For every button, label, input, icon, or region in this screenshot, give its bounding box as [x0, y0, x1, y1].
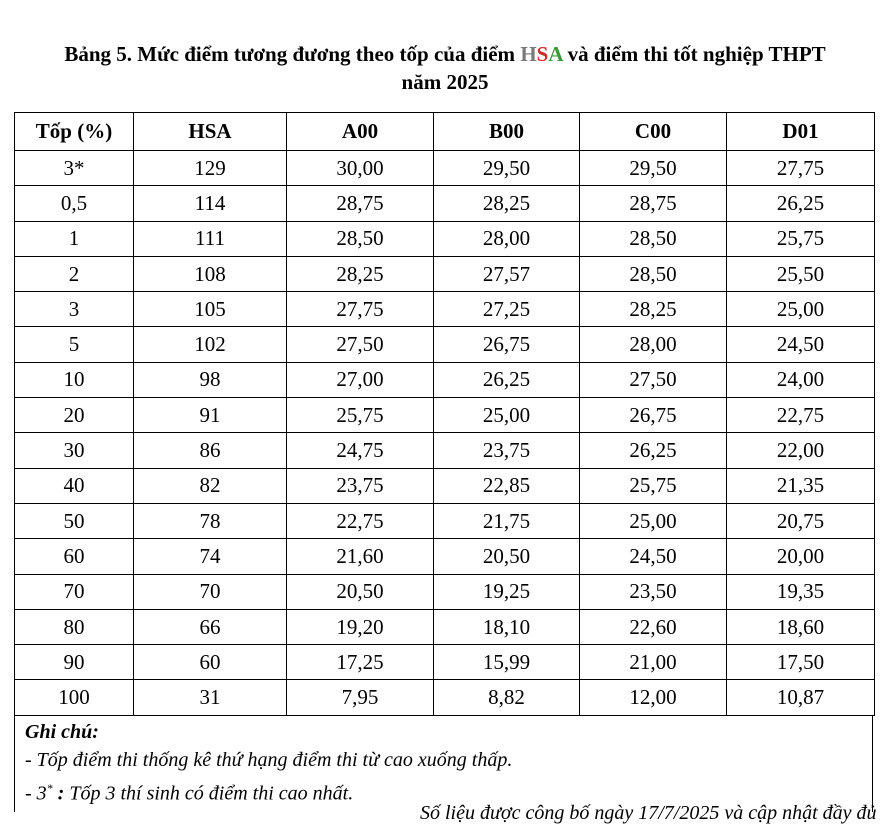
table-cell: 10 — [15, 362, 134, 397]
note-line-2-asterisk: * — [46, 781, 53, 795]
notes-section — [14, 716, 873, 812]
table-cell: 91 — [134, 398, 287, 433]
table-cell: 29,50 — [580, 151, 727, 186]
table-cell: 17,25 — [287, 645, 434, 680]
truncated-note-line: Số liệu được công bố ngày 17/7/2025 và cập nhật đầy đủ — [420, 802, 877, 824]
table-cell: 19,25 — [434, 574, 580, 609]
table-header-row — [15, 113, 875, 151]
table-row — [15, 327, 875, 362]
column-header: C00 — [580, 113, 727, 151]
table-row — [15, 186, 875, 221]
table-title — [0, 40, 890, 96]
title-line-2: năm 2025 — [401, 70, 489, 94]
table-row — [15, 362, 875, 397]
table-cell: 25,00 — [727, 292, 875, 327]
table-cell: 20,50 — [287, 574, 434, 609]
table-cell: 27,50 — [580, 362, 727, 397]
table-cell: 50 — [15, 503, 134, 538]
table-cell: 25,50 — [727, 256, 875, 291]
title-hsa-letter-s: S — [536, 42, 549, 66]
table-cell: 28,25 — [434, 186, 580, 221]
table-cell: 24,75 — [287, 433, 434, 468]
table-cell: 24,50 — [580, 539, 727, 574]
table-row — [15, 468, 875, 503]
table-cell: 19,35 — [727, 574, 875, 609]
table-cell: 20 — [15, 398, 134, 433]
table-cell: 28,00 — [434, 221, 580, 256]
notes-heading: Ghi chú: — [25, 721, 99, 743]
table-cell: 28,50 — [287, 221, 434, 256]
column-header: Tốp (%) — [15, 113, 134, 151]
table-cell: 24,50 — [727, 327, 875, 362]
table-cell: 86 — [134, 433, 287, 468]
table-cell: 28,75 — [580, 186, 727, 221]
note-line-2-colon: : — [52, 782, 65, 805]
table-cell: 26,25 — [580, 433, 727, 468]
table-cell: 29,50 — [434, 151, 580, 186]
table-cell: 3 — [15, 292, 134, 327]
table-cell: 18,60 — [727, 609, 875, 644]
table-body — [15, 151, 875, 716]
table-cell: 27,75 — [287, 292, 434, 327]
table-cell: 66 — [134, 609, 287, 644]
table-cell: 74 — [134, 539, 287, 574]
table-cell: 28,50 — [580, 221, 727, 256]
table-cell: 98 — [134, 362, 287, 397]
table-cell: 40 — [15, 468, 134, 503]
table-cell: 19,20 — [287, 609, 434, 644]
table-cell: 7,95 — [287, 680, 434, 715]
table-row — [15, 609, 875, 644]
title-hsa-letter-h: H — [520, 42, 537, 66]
table-cell: 24,00 — [727, 362, 875, 397]
table-cell: 102 — [134, 327, 287, 362]
table-cell: 15,99 — [434, 645, 580, 680]
table-cell: 17,50 — [727, 645, 875, 680]
table-cell: 5 — [15, 327, 134, 362]
table-cell: 20,00 — [727, 539, 875, 574]
table-cell: 27,57 — [434, 256, 580, 291]
table-cell: 21,75 — [434, 503, 580, 538]
column-header: D01 — [727, 113, 875, 151]
table-cell: 129 — [134, 151, 287, 186]
table-cell: 25,75 — [580, 468, 727, 503]
table-cell: 28,50 — [580, 256, 727, 291]
table-cell: 22,85 — [434, 468, 580, 503]
table-cell: 22,60 — [580, 609, 727, 644]
column-header: B00 — [434, 113, 580, 151]
table-cell: 28,25 — [287, 256, 434, 291]
title-hsa-letter-a: A — [548, 42, 563, 66]
note-line-2-prefix: - 3 — [25, 782, 47, 805]
table-cell: 30,00 — [287, 151, 434, 186]
table-cell: 0,5 — [15, 186, 134, 221]
table-cell: 108 — [134, 256, 287, 291]
column-header: HSA — [134, 113, 287, 151]
table-cell: 10,87 — [727, 680, 875, 715]
table-cell: 27,00 — [287, 362, 434, 397]
table-cell: 26,75 — [580, 398, 727, 433]
table-cell: 30 — [15, 433, 134, 468]
table-row — [15, 398, 875, 433]
table-cell: 27,75 — [727, 151, 875, 186]
score-equivalence-table — [14, 112, 875, 716]
table-cell: 26,25 — [727, 186, 875, 221]
table-cell: 25,00 — [580, 503, 727, 538]
table-cell: 26,25 — [434, 362, 580, 397]
table-row — [15, 574, 875, 609]
table-row — [15, 256, 875, 291]
table-cell: 22,75 — [727, 398, 875, 433]
table-cell: 1 — [15, 221, 134, 256]
table-cell: 28,25 — [580, 292, 727, 327]
table-cell: 22,75 — [287, 503, 434, 538]
table-cell: 3* — [15, 151, 134, 186]
table-cell: 27,50 — [287, 327, 434, 362]
table-cell: 25,75 — [287, 398, 434, 433]
table-cell: 23,75 — [434, 433, 580, 468]
table-cell: 78 — [134, 503, 287, 538]
table-cell: 8,82 — [434, 680, 580, 715]
table-cell: 2 — [15, 256, 134, 291]
title-text-start: Bảng 5. Mức điểm tương đương theo tốp của điểm — [64, 42, 521, 66]
table-cell: 20,75 — [727, 503, 875, 538]
table-row — [15, 292, 875, 327]
table-row — [15, 221, 875, 256]
table-cell: 70 — [15, 574, 134, 609]
table-cell: 90 — [15, 645, 134, 680]
table-cell: 18,10 — [434, 609, 580, 644]
table-cell: 111 — [134, 221, 287, 256]
table-cell: 21,35 — [727, 468, 875, 503]
table-cell: 31 — [134, 680, 287, 715]
table-cell: 28,75 — [287, 186, 434, 221]
table-cell: 80 — [15, 609, 134, 644]
table-row — [15, 539, 875, 574]
table-row — [15, 433, 875, 468]
table-cell: 25,00 — [434, 398, 580, 433]
table-cell: 21,00 — [580, 645, 727, 680]
title-text-end: và điểm thi tốt nghiệp THPT — [562, 42, 826, 66]
table-cell: 60 — [134, 645, 287, 680]
table-row — [15, 645, 875, 680]
table-cell: 23,75 — [287, 468, 434, 503]
table-cell: 23,50 — [580, 574, 727, 609]
title-line-1 — [0, 40, 890, 68]
table-cell: 70 — [134, 574, 287, 609]
note-line-1: - Tốp điểm thi thống kê thứ hạng điểm thi từ cao xuống thấp. — [25, 749, 513, 771]
table-cell: 20,50 — [434, 539, 580, 574]
table-cell: 100 — [15, 680, 134, 715]
table-cell: 27,25 — [434, 292, 580, 327]
table-cell: 25,75 — [727, 221, 875, 256]
table-cell: 12,00 — [580, 680, 727, 715]
table-cell: 22,00 — [727, 433, 875, 468]
table-cell: 60 — [15, 539, 134, 574]
table-cell: 26,75 — [434, 327, 580, 362]
table-cell: 82 — [134, 468, 287, 503]
column-header: A00 — [287, 113, 434, 151]
table-row — [15, 680, 875, 715]
table-cell: 21,60 — [287, 539, 434, 574]
table-cell: 105 — [134, 292, 287, 327]
table-row — [15, 503, 875, 538]
table-cell: 114 — [134, 186, 287, 221]
table-row — [15, 151, 875, 186]
note-line-2-text: Tốp 3 thí sinh có điểm thi cao nhất. — [64, 782, 354, 805]
table-cell: 28,00 — [580, 327, 727, 362]
